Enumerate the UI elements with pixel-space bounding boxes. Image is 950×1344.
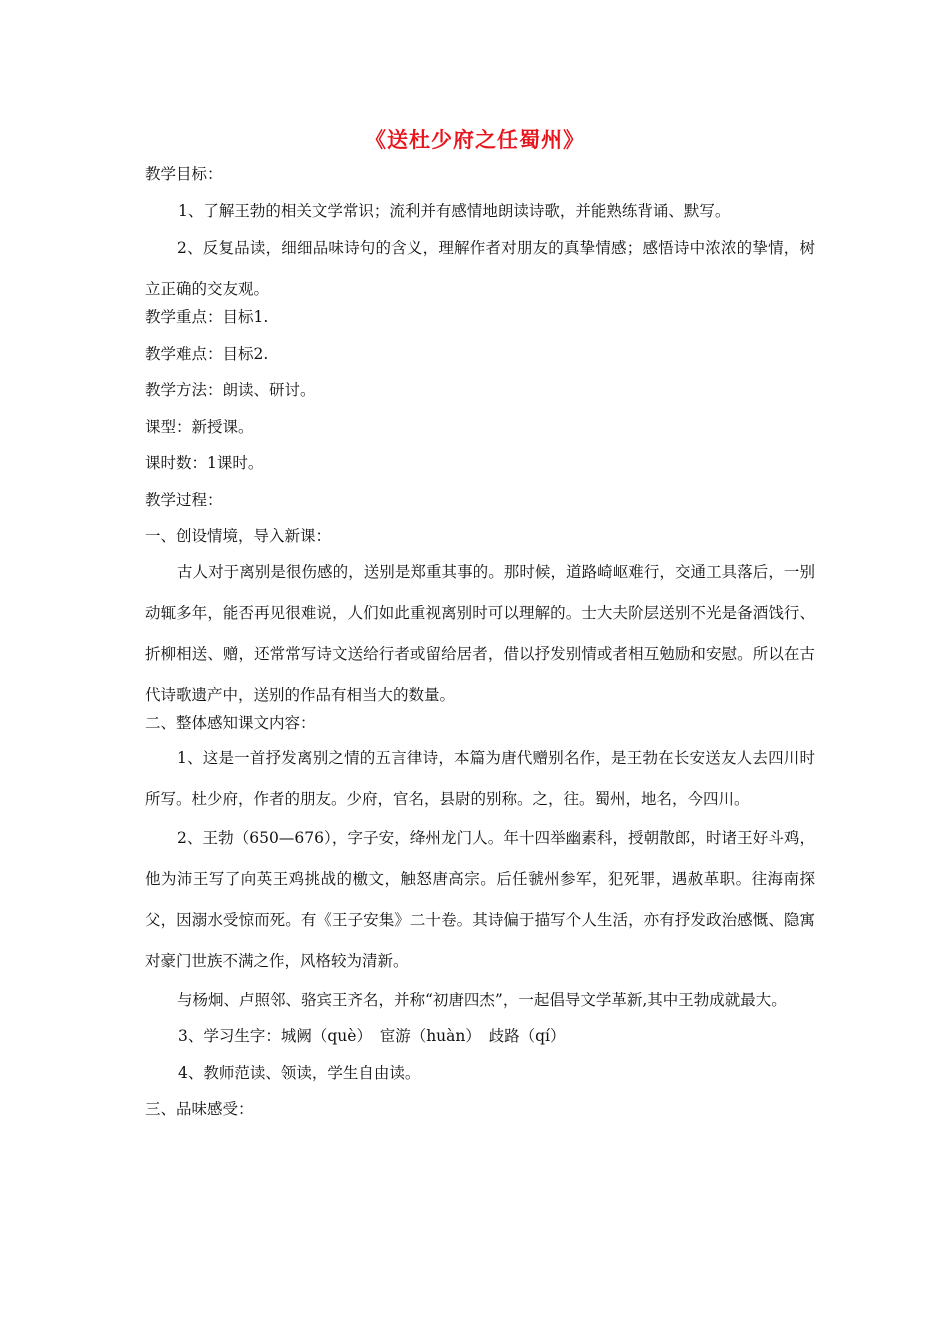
- section-2-item-1: 1、这是一首抒发离别之情的五言律诗，本篇为唐代赠别名作，是王勃在长安送友人去四川时所写。杜少府，作者的朋友。少府，官名，县尉的别称。之，往。蜀州，地名，今四川。: [145, 749, 815, 808]
- goal-1: 1、了解王勃的相关文学常识；流利并有感情地朗读诗歌，并能熟练背诵、默写。: [178, 201, 731, 220]
- lesson-type: 课型：新授课。: [145, 417, 254, 436]
- document-title: 《送杜少府之任蜀州》: [365, 128, 585, 152]
- goal-2: 2、反复品读，细细品味诗句的含义，理解作者对朋友的真挚情感；感悟诗中浓浓的挚情，树立正确的交友观。: [145, 239, 815, 298]
- process-heading: 教学过程：: [145, 490, 223, 509]
- goals-heading: 教学目标：: [145, 165, 223, 183]
- section-1-heading: 一、创设情境，导入新课：: [145, 527, 332, 545]
- section-2-item-2b: 与杨炯、卢照邻、骆宾王齐名，并称“初唐四杰”，一起倡导文学革新,其中王勃成就最大。: [177, 991, 787, 1009]
- section-1-text: 古人对于离别是很伤感的，送别是郑重其事的。那时候，道路崎岖难行，交通工具落后，一别动辄多年，能否再见很难说，人们如此重视离别时可以理解的。士大夫阶层送别不光是备酒饯行、折柳相送、赠，还常常写诗文送给行者或留给居者，借以抒发别情或者相互勉励和安慰。所以在古代诗歌遗产中，送别的作品有相当大的数量。: [145, 562, 815, 704]
- document-body: [145, 163, 815, 1135]
- section-3-heading: 三、品味感受：: [145, 1100, 254, 1118]
- key-point: 教学重点：目标1.: [145, 308, 269, 326]
- teaching-method: 教学方法：朗读、研讨。: [145, 381, 316, 399]
- lesson-hours: 课时数：1课时。: [145, 454, 264, 472]
- section-2-item-4: 4、教师范读、领读，学生自由读。: [178, 1063, 421, 1082]
- difficulty: 教学难点：目标2.: [145, 344, 269, 363]
- section-2-item-2: 2、王勃（650—676），字子安，绛州龙门人。年十四举幽素科，授朝散郎，时诸王好斗鸡，他为沛王写了向英王鸡挑战的檄文，触怒唐高宗。后任虢州参军，犯死罪，遇赦革职。往海南探父，因溺水受惊而死。有《王子安集》二十卷。其诗偏于描写个人生活，亦有抒发政治感慨、隐寓对豪门世族不满之作，风格较为清新。: [145, 829, 815, 970]
- section-2-heading: 二、整体感知课文内容：: [145, 713, 316, 732]
- section-2-item-3: 3、学习生字：城阙（què） 宦游（huàn） 歧路（qí）: [178, 1027, 566, 1045]
